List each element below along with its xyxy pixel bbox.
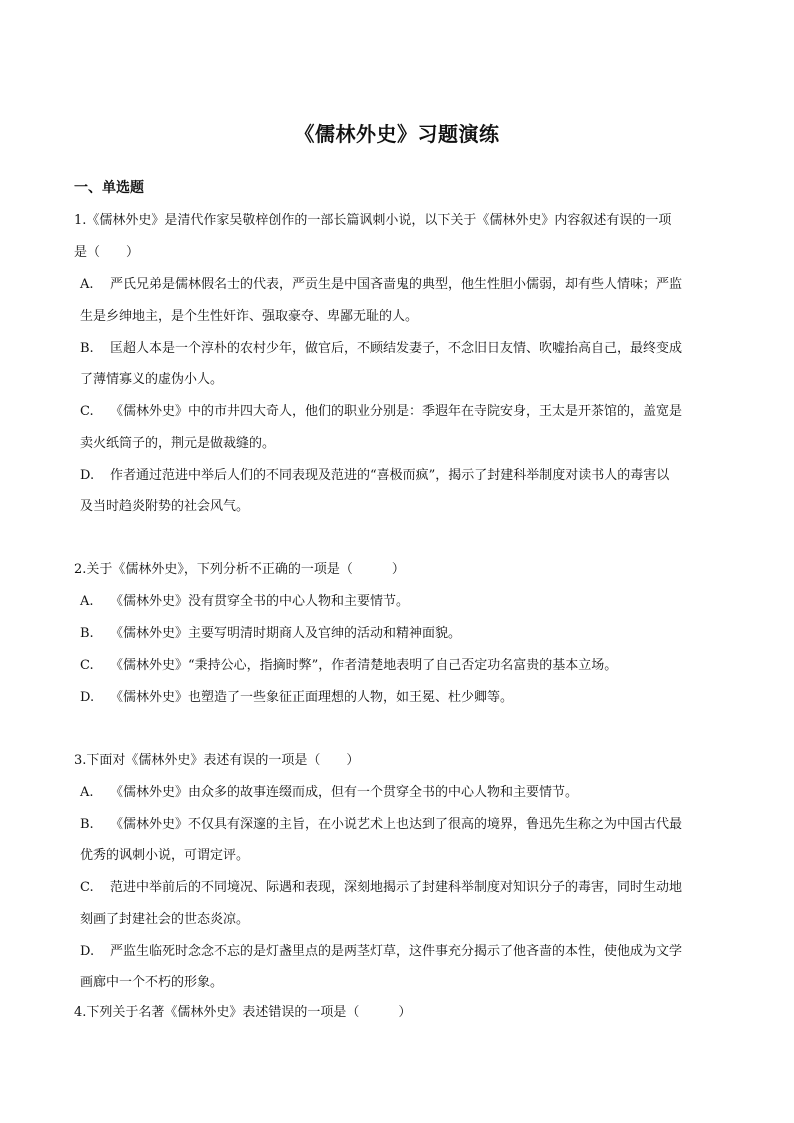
question-1-stem-line-1: 1.《儒林外史》是清代作家吴敬梓创作的一部长篇讽刺小说，以下关于《儒林外史》内容叙述有误的一项 [74, 213, 672, 228]
question-1-option-a-cont: 生是乡绅地主，是个生性奸诈、强取豪夺、卑鄙无耻的人。 [80, 309, 419, 324]
option-label: B. [80, 817, 94, 832]
document-title: 《儒林外史》习题演练 [294, 122, 500, 146]
question-3-option-c [80, 879, 682, 897]
option-text: 《儒林外史》没有贯穿全书的中心人物和主要情节。 [110, 594, 410, 609]
option-label: A. [80, 785, 94, 800]
option-label: D. [80, 468, 95, 483]
question-3-option-d-cont: 画廊中一个不朽的形象。 [80, 975, 224, 990]
question-1-option-d [80, 467, 669, 485]
question-3-option-d [80, 943, 682, 961]
option-label: C. [80, 658, 94, 673]
question-1-stem-line-2: 是（ ） [74, 245, 140, 260]
option-text: 《儒林外史》由众多的故事连缀而成，但有一个贯穿全书的中心人物和主要情节。 [110, 785, 579, 800]
question-1-option-c-cont: 卖火纸筒子的，荆元是做裁缝的。 [80, 436, 276, 451]
question-1-option-b [80, 340, 682, 358]
question-4-stem: 4.下列关于名著《儒林外史》表述错误的一项是（ ） [74, 1005, 412, 1020]
question-2-stem: 2.关于《儒林外史》，下列分析不正确的一项是（ ） [74, 562, 405, 577]
option-text: 严氏兄弟是儒林假名士的代表，严贡生是中国吝啬鬼的典型，他生性胆小儒弱，却有些人情味；严监 [110, 277, 683, 292]
option-text: 严监生临死时念念不忘的是灯盏里点的是两茎灯草，这件事充分揭示了他吝啬的本性，使他成为文学 [110, 944, 683, 959]
question-3-stem: 3.下面对《儒林外史》表述有误的一项是（ ） [74, 753, 360, 768]
question-2-option-a [80, 593, 409, 611]
option-label: B. [80, 341, 94, 356]
question-2-option-c [80, 657, 617, 675]
question-3-option-b-cont: 优秀的讽刺小说，可谓定评。 [80, 848, 250, 863]
question-1-option-b-cont: 了薄情寡义的虚伪小人。 [80, 372, 224, 387]
option-label: A. [80, 594, 94, 609]
option-text: 《儒林外史》主要写明清时期商人及官绅的活动和精神面貌。 [110, 626, 462, 641]
question-3-option-c-cont: 刻画了封建社会的世态炎凉。 [80, 912, 250, 927]
option-label: A. [80, 277, 94, 292]
option-label: C. [80, 404, 94, 419]
question-2-option-d [80, 689, 513, 707]
option-text: 《儒林外史》“秉持公心，指摘时弊”，作者清楚地表明了自己否定功名富贵的基本立场。 [110, 658, 618, 673]
option-text: 《儒林外史》也塑造了一些象征正面理想的人物，如王冕、杜少卿等。 [110, 690, 514, 705]
option-text: 《儒林外史》中的市井四大奇人，他们的职业分别是：季遐年在寺院安身，王太是开茶馆的，盖宽是 [110, 404, 683, 419]
question-1-option-d-cont: 及当时趋炎附势的社会风气。 [80, 499, 250, 514]
question-3-option-a [80, 784, 578, 802]
option-label: C. [80, 880, 94, 895]
option-text: 作者通过范进中举后人们的不同表现及范进的“喜极而疯”，揭示了封建科举制度对读书人的毒害以 [110, 468, 670, 483]
option-text: 匡超人本是一个淳朴的农村少年，做官后，不顾结发妻子，不念旧日友情、吹嘘抬高自己，最终变成 [110, 341, 683, 356]
option-label: D. [80, 690, 95, 705]
question-1-option-c [80, 403, 682, 421]
question-2-option-b [80, 625, 461, 643]
option-text: 《儒林外史》不仅具有深邃的主旨，在小说艺术上也达到了很高的境界，鲁迅先生称之为中国古代最 [110, 817, 683, 832]
section-heading: 一、单选题 [74, 180, 144, 196]
option-label: B. [80, 626, 94, 641]
question-3-option-b [80, 816, 682, 834]
option-label: D. [80, 944, 95, 959]
option-text: 范进中举前后的不同境况、际遇和表现，深刻地揭示了封建科举制度对知识分子的毒害，同时生动地 [110, 880, 683, 895]
question-1-option-a [80, 276, 682, 294]
